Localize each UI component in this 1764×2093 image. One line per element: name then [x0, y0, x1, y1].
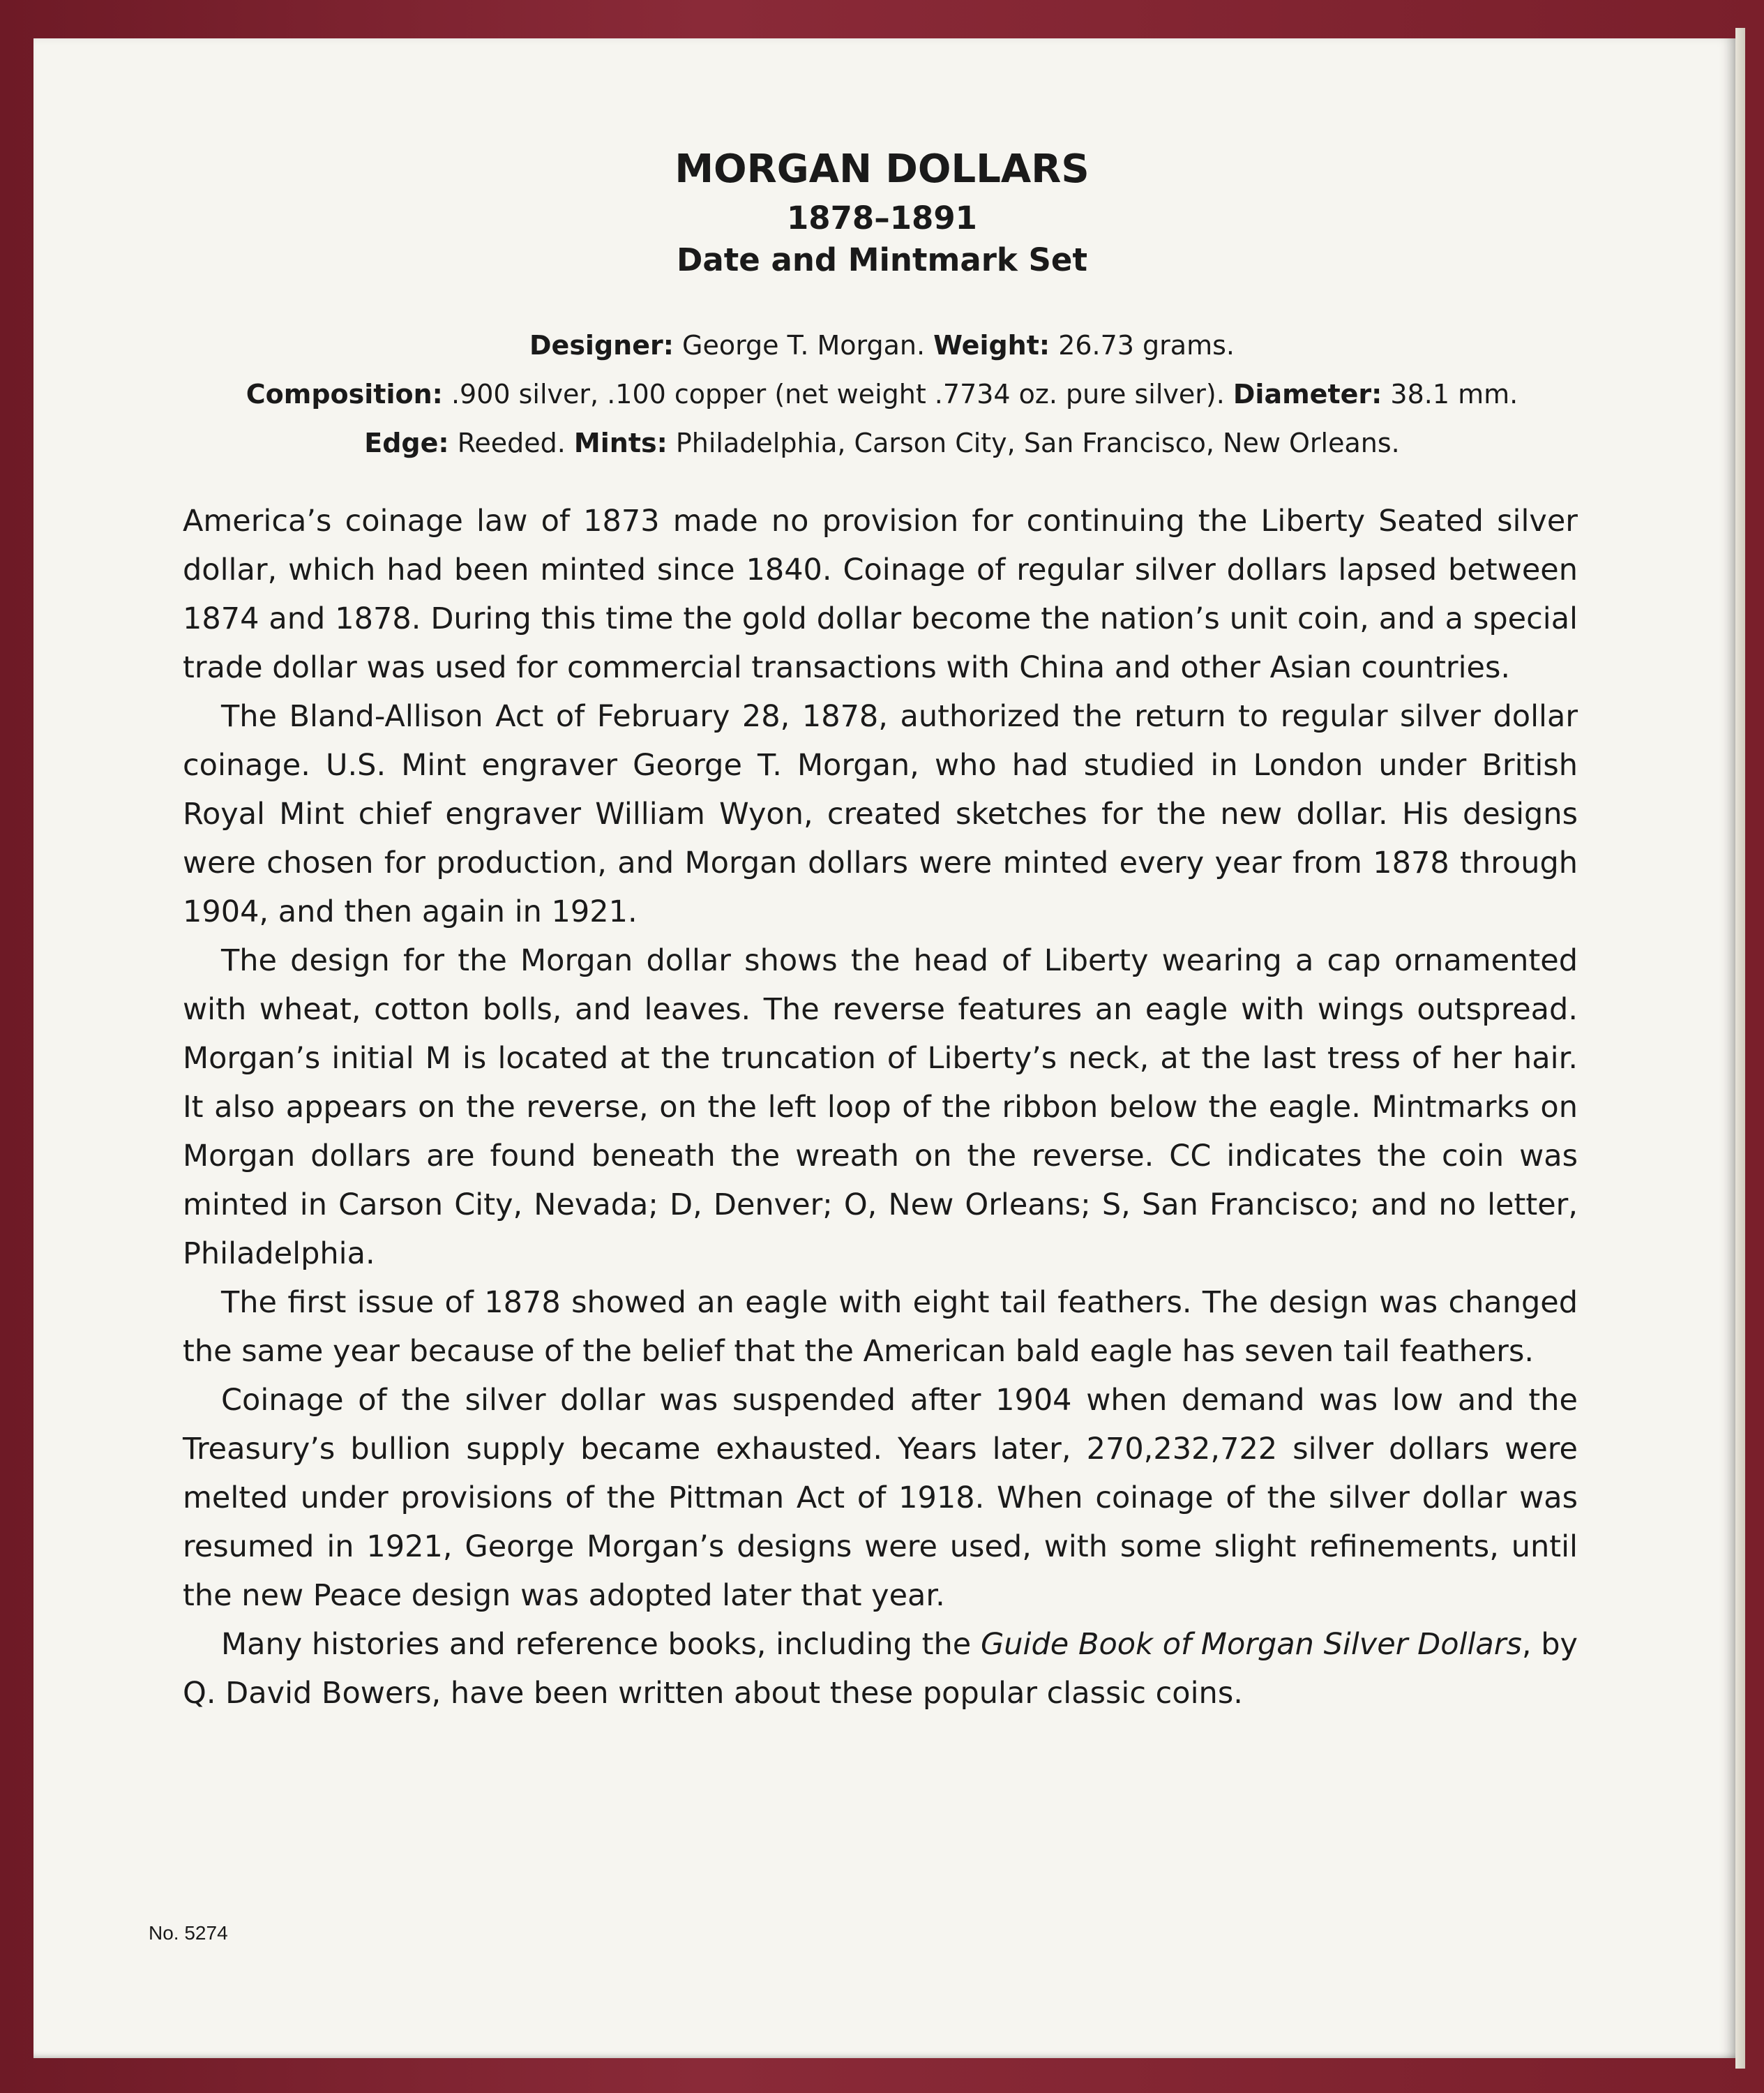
history-text	[183, 497, 1578, 1718]
spec-line-1	[0, 321, 1764, 370]
edge-label: Edge:	[364, 428, 449, 458]
weight-value: 26.73 grams.	[1050, 330, 1235, 361]
spec-line-3	[0, 419, 1764, 467]
mints-label: Mints:	[573, 428, 668, 458]
diameter-value: 38.1 mm.	[1382, 379, 1518, 410]
paragraph-6-end: , by Q. David Bowers, have been written about these popular classic coins.	[183, 1627, 1578, 1711]
set-name: Date and Mintmark Set	[677, 241, 1087, 278]
paragraph-2: The Bland-Allison Act of February 28, 1878, authorized the return to regular silver dollar coinage. U.S. Mint engraver George T. Morgan, who had studied in London under British Royal Mint chief engraver William Wyon, created sketches for the new dollar. His designs were chosen for production, and Morgan dollars were minted every year from 1878 through 1904, and then again in 1921.	[183, 699, 1578, 929]
diameter-label: Diameter:	[1232, 379, 1382, 410]
paragraph-6-start: Many histories and reference books, including the	[221, 1627, 981, 1662]
date-range: 1878–1891	[787, 200, 977, 237]
designer-value: George T. Morgan.	[673, 330, 934, 361]
paragraph-5: Coinage of the silver dollar was suspended after 1904 when demand was low and the Treasury’s bullion supply became exhausted. Years later, 270,232,722 silver dollars were melted under provisions of the Pittman Act of 1918. When coinage of the silver dollar was resumed in 1921, George Morgan’s designs were used, with some slight refinements, until the new Peace design was adopted later that year.	[183, 1383, 1578, 1613]
paragraph-1: America’s coinage law of 1873 made no provision for continuing the Liberty Seated silver dollar, which had been minted since 1840. Coinage of regular silver dollars lapsed between 1874 and 1878. During this time the gold dollar become the nation’s unit coin, and a special trade dollar was used for commercial transactions with China and other Asian countries.	[183, 504, 1578, 685]
mints-value: Philadelphia, Carson City, San Francisco, New Orleans.	[667, 428, 1400, 458]
book-title: Guide Book of Morgan Silver Dollars	[980, 1627, 1522, 1662]
paragraph-4: The first issue of 1878 showed an eagle with eight tail feathers. The design was changed the same year because of the belief that the American bald eagle has seven tail feathers.	[183, 1285, 1578, 1369]
paragraph-3: The design for the Morgan dollar shows the head of Liberty wearing a cap ornamented with wheat, cotton bolls, and leaves. The reverse features an eagle with wings outspread. Morgan’s initial M is located at the truncation of Liberty’s neck, at the last tress of her hair. It also appears on the reverse, on the left loop of the ribbon below the eagle. Mintmarks on Morgan dollars are found beneath the wreath on the reverse. CC indicates the coin was minted in Carson City, Nevada; D, Denver; O, New Orleans; S, San Francisco; and no letter, Philadelphia.	[183, 943, 1578, 1271]
page-title: MORGAN DOLLARS	[674, 147, 1090, 192]
composition-value: .900 silver, .100 copper (net weight .7734 oz. pure silver).	[442, 379, 1233, 410]
spec-line-2	[0, 370, 1764, 419]
catalog-number: No. 5274	[149, 1922, 228, 1944]
paragraph-6	[183, 1620, 1578, 1718]
composition-label: Composition:	[246, 379, 443, 410]
edge-value: Reeded.	[448, 428, 574, 458]
weight-label: Weight:	[933, 330, 1050, 361]
designer-label: Designer:	[529, 330, 674, 361]
coin-specifications	[0, 321, 1764, 467]
